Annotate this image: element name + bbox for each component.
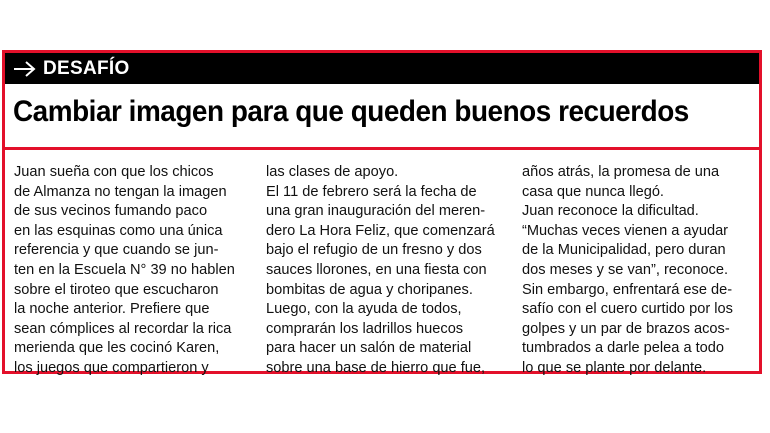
text-line: dos meses y se van”, reconoce.	[522, 261, 729, 278]
headline-divider	[5, 147, 759, 150]
text-line: una gran inauguración del meren-	[266, 203, 486, 220]
text-line: la noche anterior. Prefiere que	[14, 301, 210, 318]
text-line: Juan sueña con que los chicos	[14, 164, 214, 180]
text-line: de la Municipalidad, pero duran	[522, 242, 726, 259]
text-line: de Almanza no tengan la imagen	[14, 183, 227, 200]
text-line: lo que se plante por delante.	[522, 359, 707, 376]
text-line: merienda que les cocinó Karen,	[14, 340, 220, 357]
column-1	[14, 163, 254, 379]
text-line: referencia y que cuando se jun-	[14, 242, 219, 259]
text-line: Juan reconoce la dificultad.	[522, 203, 699, 220]
article-body	[14, 163, 751, 379]
text-line: para hacer un salón de material	[266, 340, 472, 357]
article-card	[2, 50, 762, 374]
text-line: bombitas de agua y choripanes.	[266, 281, 473, 298]
text-line: las clases de apoyo.	[266, 164, 399, 180]
text-line: casa que nunca llegó.	[522, 183, 664, 200]
section-label: DESAFÍO	[43, 57, 130, 79]
arrow-right-icon	[13, 60, 37, 78]
text-line: Sin embargo, enfrentará ese de-	[522, 281, 733, 298]
text-line: safío con el cuero curtido por los	[522, 301, 733, 318]
text-line: en las esquinas como una única	[14, 222, 223, 239]
text-line: golpes y un par de brazos acos-	[522, 320, 730, 337]
column-3	[522, 163, 762, 379]
text-line: ten en la Escuela N° 39 no hablen	[14, 261, 235, 278]
text-line: sobre una base de hierro que fue,	[266, 359, 486, 376]
text-line: sobre el tiroteo que escucharon	[14, 281, 219, 298]
text-line: tumbrados a darle pelea a todo	[522, 340, 725, 357]
text-line: bajo el refugio de un fresno y dos	[266, 242, 482, 259]
column-2	[266, 163, 510, 379]
text-line: de sus vecinos fumando paco	[14, 203, 208, 220]
text-line: los juegos que compartieron y	[14, 359, 209, 376]
text-line: sauces llorones, en una fiesta con	[266, 261, 487, 278]
section-bar	[5, 53, 759, 84]
text-line: sean cómplices al recordar la rica	[14, 320, 232, 337]
text-line: El 11 de febrero será la fecha de	[266, 183, 477, 200]
text-line: dero La Hora Feliz, que comenzará	[266, 222, 495, 239]
text-line: Luego, con la ayuda de todos,	[266, 301, 462, 318]
text-line: “Muchas veces vienen a ayudar	[522, 222, 729, 239]
text-line: años atrás, la promesa de una	[522, 164, 720, 180]
headline: Cambiar imagen para que queden buenos recuerdos	[13, 95, 689, 128]
text-line: comprarán los ladrillos huecos	[266, 320, 464, 337]
